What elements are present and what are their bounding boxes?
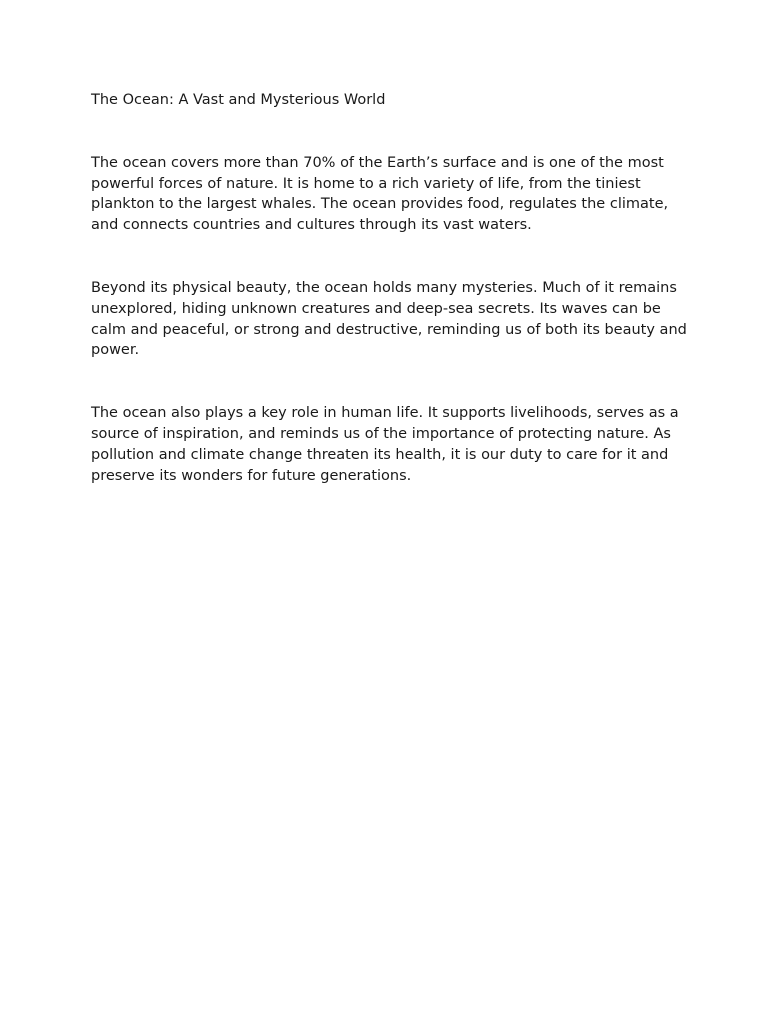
document-body (91, 90, 691, 486)
paragraph-1: The ocean covers more than 70% of the Earth’s surface and is one of the most powerful forces of nature. It is home to a rich variety of life, from the tiniest plankton to the largest whales. The ocean provides food, regulates the climate, and connects countries and cultures through its vast waters. (91, 154, 669, 234)
paragraph-3: The ocean also plays a key role in human life. It supports livelihoods, serves as a source of inspiration, and reminds us of the importance of protecting nature. As pollution and climate change threaten its health, it is our duty to care for it and preserve its wonders for future generations. (91, 405, 679, 484)
document-title: The Ocean: A Vast and Mysterious World (91, 92, 386, 108)
paragraph-2: Beyond its physical beauty, the ocean holds many mysteries. Much of it remains unexplored, hiding unknown creatures and deep-sea secrets. Its waves can be calm and peaceful, or strong and destructive, reminding us of both its beauty and power. (91, 279, 687, 359)
